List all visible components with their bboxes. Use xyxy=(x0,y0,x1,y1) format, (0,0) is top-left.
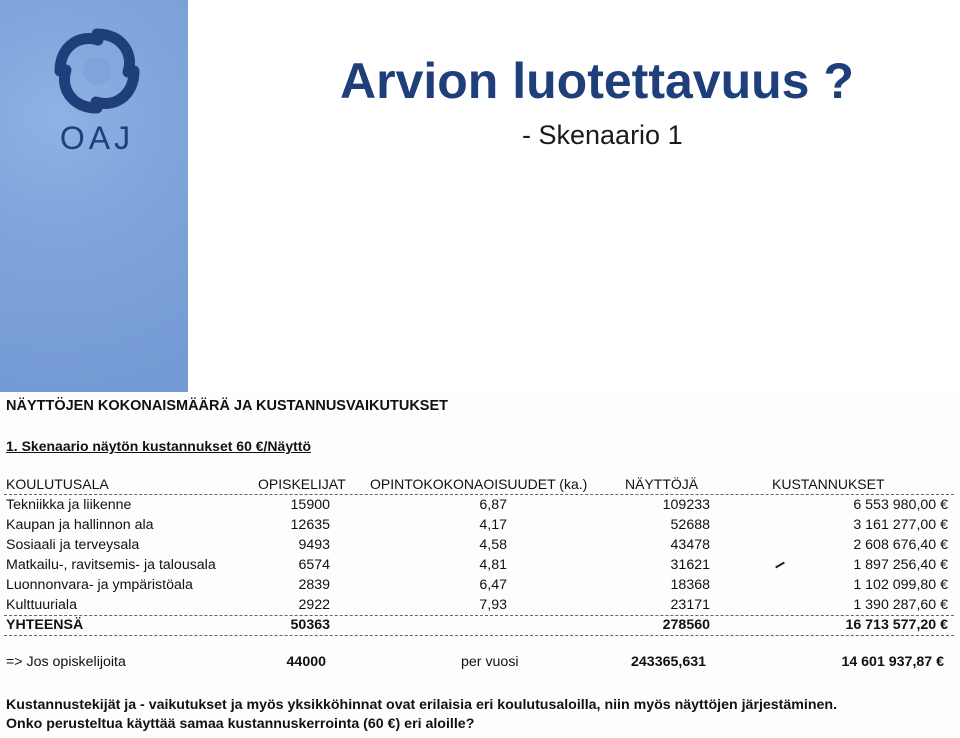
kustannukset-cell: 2 608 676,40 € xyxy=(853,537,948,553)
side-brand-panel xyxy=(0,0,188,392)
footer-question: Onko perusteltua käyttää samaa kustannuskerrointa (60 €) eri aloille? xyxy=(6,716,475,732)
total-kustannukset: 16 713 577,20 € xyxy=(845,617,948,633)
naytot-cell: 109233 xyxy=(662,497,710,513)
column-header: OPISKELIJAT xyxy=(258,476,346,492)
naytot-cell: 23171 xyxy=(670,597,710,613)
oaj-knot-logo-icon xyxy=(52,26,142,116)
column-header: KOULUTUSALA xyxy=(6,476,109,492)
opiskelijat-cell: 15900 xyxy=(290,497,330,513)
naytot-cell: 52688 xyxy=(670,517,710,533)
table-row xyxy=(0,557,960,577)
ala-cell: Tekniikka ja liikenne xyxy=(6,497,132,513)
kustannukset-cell: 6 553 980,00 € xyxy=(853,497,948,513)
slide-title: Arvion luotettavuus ? xyxy=(340,53,854,109)
projection-opiskelijat: 44000 xyxy=(286,654,326,670)
footer-note xyxy=(6,696,837,734)
ala-cell: Matkailu-, ravitsemis- ja talousala xyxy=(6,557,216,573)
total-divider xyxy=(4,615,954,616)
opiskelijat-cell: 12635 xyxy=(290,517,330,533)
total-opiskelijat: 50363 xyxy=(290,617,330,633)
ka-cell: 4,81 xyxy=(479,557,507,573)
opiskelijat-cell: 2922 xyxy=(298,597,330,613)
footer-line: Kustannustekijät ja - vaikutukset ja myös yksikköhinnat ovat erilaisia eri koulutusaloilla, niin myös näyttöjen järjestäminen. xyxy=(6,697,838,713)
kustannukset-cell: 1 897 256,40 € xyxy=(853,557,948,573)
ka-cell: 6,47 xyxy=(479,577,507,593)
kustannukset-cell: 1 102 099,80 € xyxy=(853,577,948,593)
kustannukset-cell: 1 390 287,60 € xyxy=(853,597,948,613)
projection-naytot: 243365,631 xyxy=(631,654,706,670)
total-row xyxy=(0,617,960,637)
naytot-cell: 31621 xyxy=(670,557,710,573)
ala-cell: Kaupan ja hallinnon ala xyxy=(6,517,154,533)
ka-cell: 4,17 xyxy=(479,517,507,533)
opiskelijat-cell: 9493 xyxy=(298,537,330,553)
ala-cell: Luonnonvara- ja ympäristöala xyxy=(6,577,193,593)
naytot-cell: 43478 xyxy=(670,537,710,553)
ala-cell: Sosiaali ja terveysala xyxy=(6,537,140,553)
column-header: KUSTANNUKSET xyxy=(772,476,885,492)
table-row xyxy=(0,577,960,597)
ala-cell: Kulttuuriala xyxy=(6,597,77,613)
ka-cell: 6,87 xyxy=(479,497,507,513)
naytot-cell: 18368 xyxy=(670,577,710,593)
oaj-logo-text: OAJ xyxy=(59,120,135,156)
opiskelijat-cell: 2839 xyxy=(298,577,330,593)
table-header xyxy=(0,476,960,496)
document-heading: NÄYTTÖJEN KOKONAISMÄÄRÄ JA KUSTANNUSVAIKUTUKSET xyxy=(6,398,448,414)
column-header: OPINTOKOKONAOISUUDET (ka.) xyxy=(370,476,588,492)
total-underline xyxy=(4,635,954,636)
ka-cell: 4,58 xyxy=(479,537,507,553)
oaj-logo xyxy=(52,26,142,156)
table-row xyxy=(0,597,960,617)
ka-cell: 7,93 xyxy=(479,597,507,613)
kustannukset-cell: 3 161 277,00 € xyxy=(853,517,948,533)
projection-kustannukset: 14 601 937,87 € xyxy=(841,654,944,670)
opiskelijat-cell: 6574 xyxy=(298,557,330,573)
total-naytot: 278560 xyxy=(662,617,710,633)
header-divider xyxy=(4,494,954,495)
scenario-heading: 1. Skenaario näytön kustannukset 60 €/Näyttö xyxy=(6,438,311,454)
projection-label: => Jos opiskelijoita xyxy=(6,654,126,670)
projection-per: per vuosi xyxy=(461,654,519,670)
slide-subtitle: - Skenaario 1 xyxy=(522,120,683,150)
table-row xyxy=(0,497,960,517)
table-row xyxy=(0,537,960,557)
total-label: YHTEENSÄ xyxy=(6,617,84,633)
column-header: NÄYTTÖJÄ xyxy=(625,476,699,492)
projection-row xyxy=(6,654,956,674)
table-row xyxy=(0,517,960,537)
scanned-document xyxy=(0,392,960,738)
